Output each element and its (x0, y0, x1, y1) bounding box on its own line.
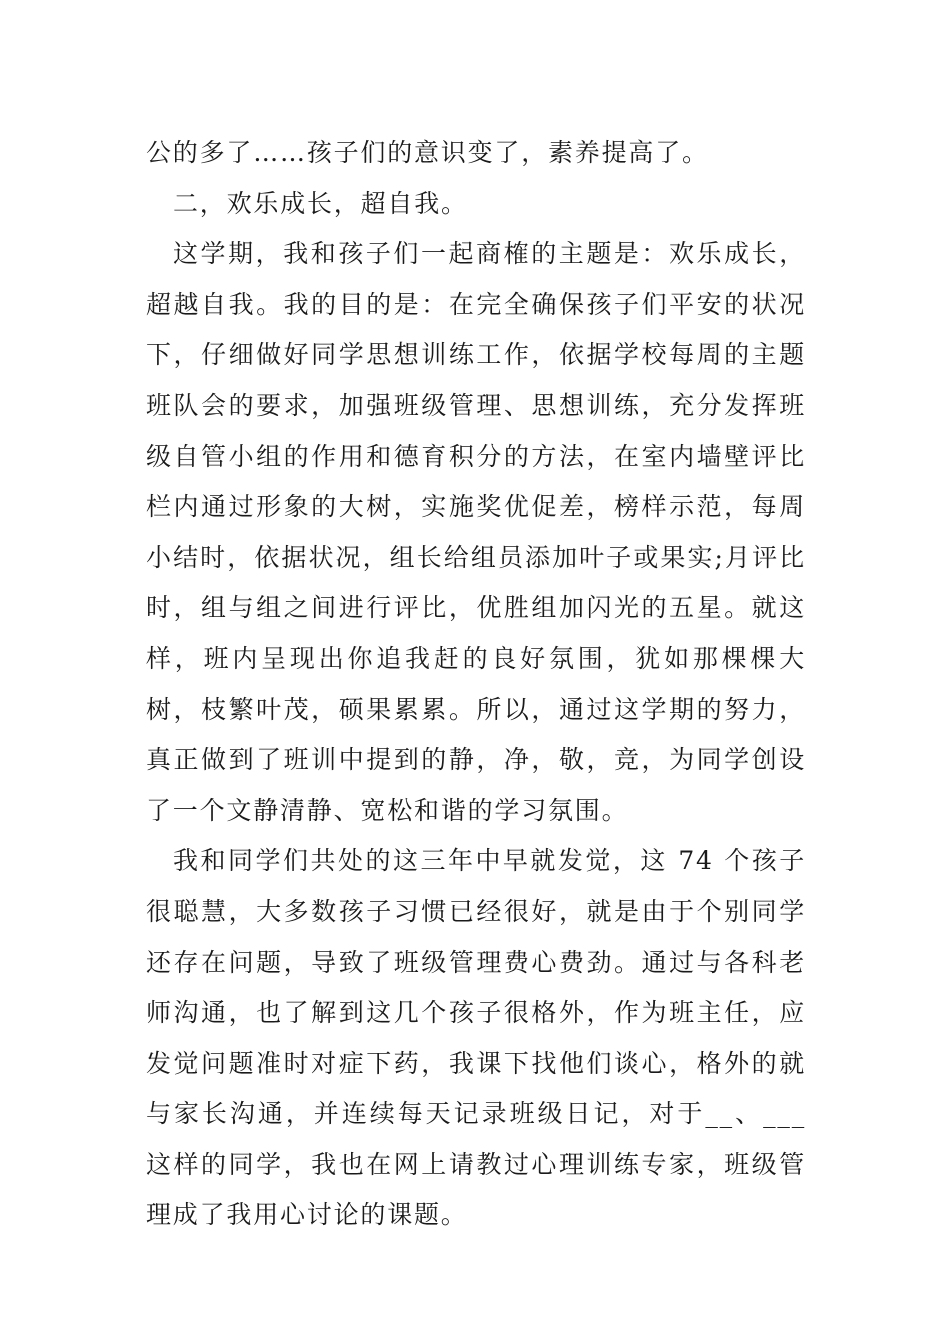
paragraph: 我和同学们共处的这三年中早就发觉，这 74 个孩子很聪慧，大多数孩子习惯已经很好，就是由于个别同学还存在问题，导致了班级管理费心费劲。通过与各科老师沟通，也了解到这几个孩子很格外，作为班主任，应发觉问题准时对症下药，我课下找他们谈心，格外的就与家长沟通，并连续每天记录班级日记，对于__、___这样的同学，我也在网上请教过心理训练专家，班级管理成了我用心讨论的课题。 (146, 846, 806, 1230)
section-heading: 二，欢乐成长，超自我。 (173, 188, 468, 218)
paragraph-continuation: 公的多了……孩子们的意识变了，素养提高了。 (146, 138, 709, 167)
document-body (146, 128, 806, 1241)
paragraph: 这学期，我和孩子们一起商榷的主题是：欢乐成长，超越自我。我的目的是：在完全确保孩子们平安的状况下，仔细做好同学思想训练工作，依据学校每周的主题班队会的要求，加强班级管理、思想训练，充分发挥班级自管小组的作用和德育积分的方法，在室内墙壁评比栏内通过形象的大树，实施奖优促差，榜样示范，每周小结时，依据状况，组长给组员添加叶子或果实;月评比时，组与组之间进行评比，优胜组加闪光的五星。就这样，班内呈现出你追我赶的良好氛围，犹如那棵棵大树，枝繁叶茂，硕果累累。所以，通过这学期的努力，真正做到了班训中提到的静，净，敬，竞，为同学创设了一个文静清静、宽松和谐的学习氛围。 (146, 239, 806, 825)
